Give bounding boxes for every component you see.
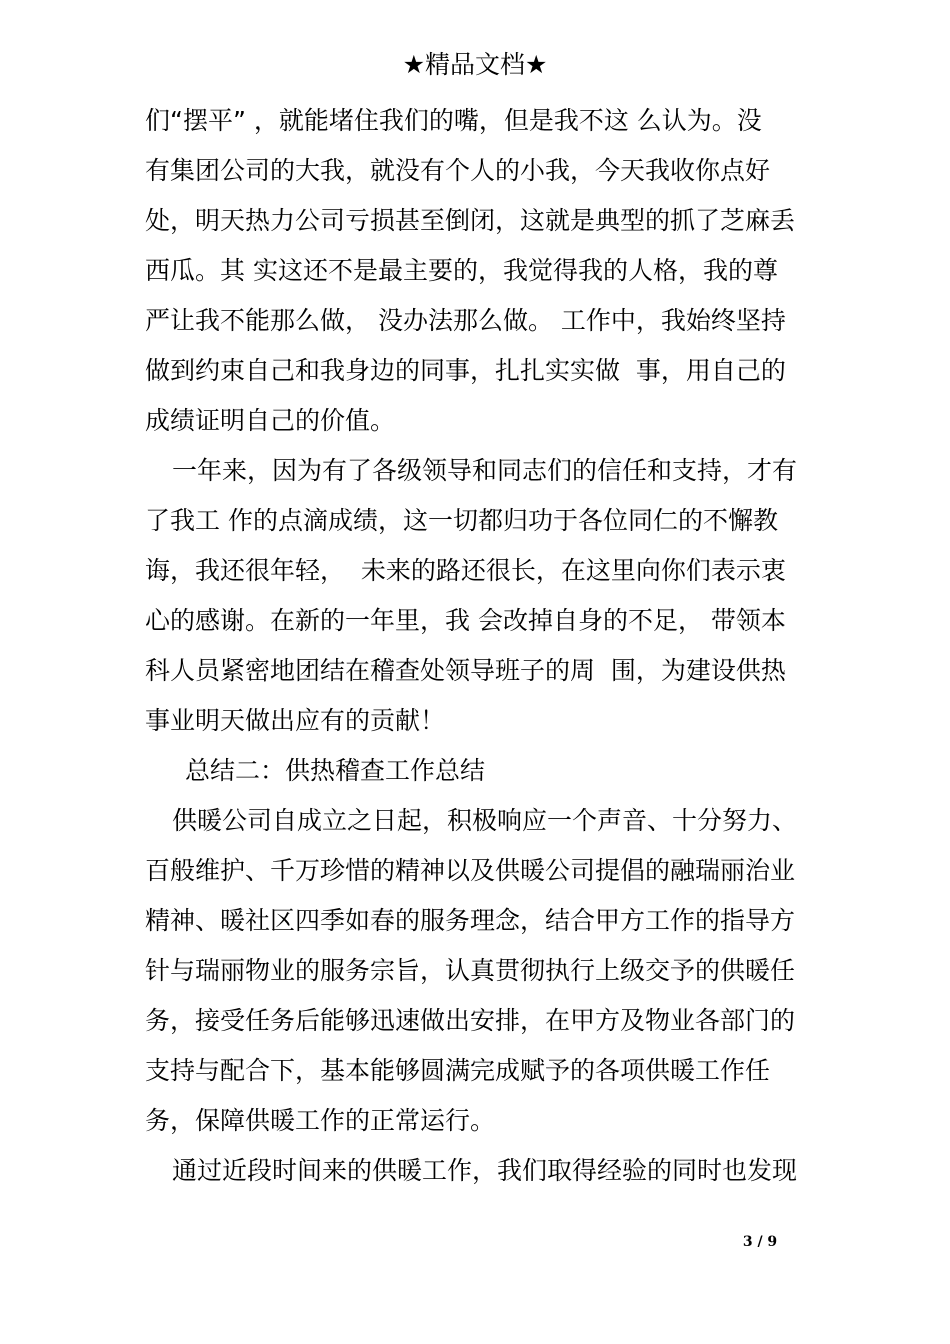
text-line: 务，接受任务后能够迅速做出安排，在甲方及物业各部门的	[145, 1006, 796, 1035]
text-line: 事业明天做出应有的贡献！	[145, 706, 446, 735]
text-line: 总结二：供热稽查工作总结	[185, 756, 486, 785]
text-line: 供暖公司自成立之日起，积极响应一个声音、十分努力、	[172, 806, 798, 835]
text-line: 了我工 作的点滴成绩，这一切都归功于各位同仁的不懈教	[145, 506, 778, 535]
text-line: 务，保障供暖工作的正常运行。	[145, 1106, 496, 1135]
text-line: 诲，我还很年轻， 未来的路还很长，在这里向你们表示衷	[145, 556, 786, 585]
text-line: 百般维护、千万珍惜的精神以及供暖公司提倡的融瑞丽治业	[145, 856, 796, 885]
page-number: 3 / 9	[742, 1234, 778, 1250]
text-line: 们“摆平” ，就能堵住我们的嘴，但是我不这 么认为。没	[145, 106, 762, 135]
text-line: 严让我不能那么做， 没办法那么做。 工作中，我始终坚持	[145, 306, 786, 335]
text-line: 科人员紧密地团结在稽查处领导班子的周 围，为建设供热	[145, 656, 786, 685]
text-line: 一年来，因为有了各级领导和同志们的信任和支持，才有	[172, 456, 798, 485]
text-line: 精神、暖社区四季如春的服务理念，结合甲方工作的指导方	[145, 906, 796, 935]
text-line: 处，明天热力公司亏损甚至倒闭，这就是典型的抓了芝麻丢	[145, 206, 796, 235]
text-line: 支持与配合下，基本能够圆满完成赋予的各项供暖工作任	[145, 1056, 771, 1085]
text-line: 有集团公司的大我，就没有个人的小我，今天我收你点好	[145, 156, 771, 185]
text-line: 成绩证明自己的价值。	[145, 406, 396, 435]
text-line: 通过近段时间来的供暖工作，我们取得经验的同时也发现	[172, 1156, 798, 1185]
text-line: 西瓜。其 实这还不是最主要的，我觉得我的人格，我的尊	[145, 256, 778, 285]
document-header: ★精品文档★	[402, 50, 548, 79]
text-line: 心的感谢。在新的一年里，我 会改掉自身的不足， 带领本	[145, 606, 786, 635]
text-line: 做到约束自己和我身边的同事，扎扎实实做 事，用自己的	[145, 356, 786, 385]
document-body	[145, 96, 825, 1196]
text-line: 针与瑞丽物业的服务宗旨，认真贯彻执行上级交予的供暖任	[145, 956, 796, 985]
